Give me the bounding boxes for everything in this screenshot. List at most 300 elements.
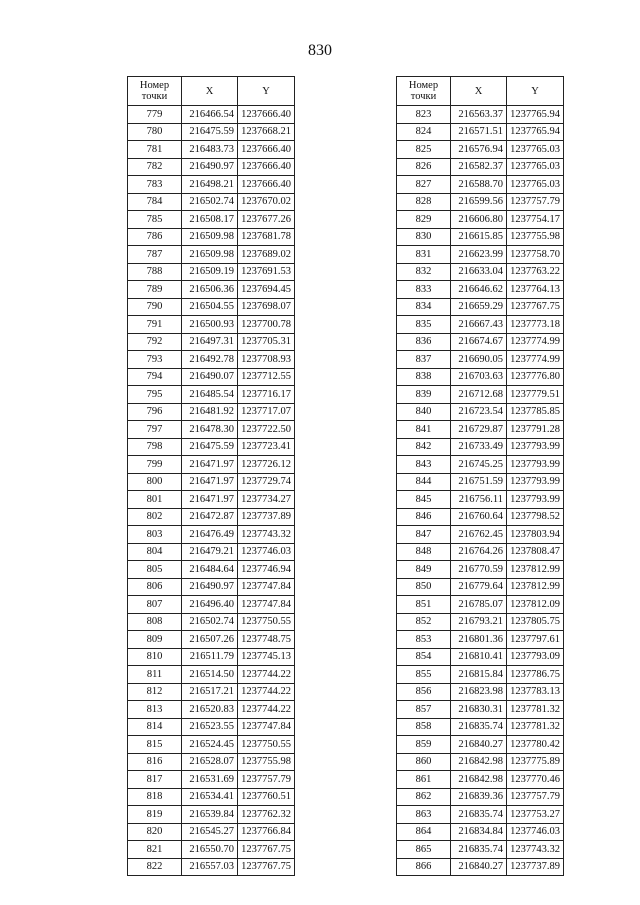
cell-point-number: 833 xyxy=(397,281,451,299)
table-row xyxy=(397,176,564,194)
cell-x: 216557.03 xyxy=(182,858,238,876)
cell-x: 216502.74 xyxy=(182,613,238,631)
cell-y: 1237793.99 xyxy=(507,473,564,491)
table-row xyxy=(397,858,564,876)
cell-x: 216500.93 xyxy=(182,316,238,334)
table-row xyxy=(128,491,295,509)
cell-point-number: 780 xyxy=(128,123,182,141)
cell-y: 1237750.55 xyxy=(238,613,295,631)
table-row xyxy=(128,211,295,229)
cell-x: 216485.54 xyxy=(182,386,238,404)
table-row xyxy=(397,228,564,246)
cell-x: 216606.80 xyxy=(451,211,507,229)
cell-y: 1237747.84 xyxy=(238,596,295,614)
cell-x: 216659.29 xyxy=(451,298,507,316)
table-row xyxy=(397,263,564,281)
table-row xyxy=(128,788,295,806)
table-row xyxy=(397,333,564,351)
cell-point-number: 811 xyxy=(128,666,182,684)
cell-y: 1237812.09 xyxy=(507,596,564,614)
table-row xyxy=(128,158,295,176)
cell-point-number: 822 xyxy=(128,858,182,876)
cell-x: 216840.27 xyxy=(451,858,507,876)
table-row xyxy=(397,718,564,736)
table-row xyxy=(397,806,564,824)
cell-x: 216509.98 xyxy=(182,228,238,246)
table-row xyxy=(128,543,295,561)
cell-y: 1237691.53 xyxy=(238,263,295,281)
cell-y: 1237744.22 xyxy=(238,701,295,719)
cell-y: 1237689.02 xyxy=(238,246,295,264)
cell-x: 216545.27 xyxy=(182,823,238,841)
cell-point-number: 794 xyxy=(128,368,182,386)
table-row xyxy=(128,771,295,789)
cell-x: 216563.37 xyxy=(451,106,507,124)
cell-y: 1237786.75 xyxy=(507,666,564,684)
table-row xyxy=(128,246,295,264)
cell-y: 1237758.70 xyxy=(507,246,564,264)
table-header-row xyxy=(128,77,295,106)
cell-x: 216835.74 xyxy=(451,806,507,824)
table-row xyxy=(128,736,295,754)
cell-point-number: 797 xyxy=(128,421,182,439)
cell-y: 1237765.94 xyxy=(507,123,564,141)
cell-x: 216523.55 xyxy=(182,718,238,736)
cell-y: 1237666.40 xyxy=(238,141,295,159)
cell-y: 1237765.03 xyxy=(507,141,564,159)
cell-x: 216466.54 xyxy=(182,106,238,124)
table-row xyxy=(128,473,295,491)
cell-point-number: 861 xyxy=(397,771,451,789)
cell-x: 216835.74 xyxy=(451,718,507,736)
cell-y: 1237767.75 xyxy=(507,298,564,316)
cell-point-number: 804 xyxy=(128,543,182,561)
cell-x: 216534.41 xyxy=(182,788,238,806)
cell-x: 216506.36 xyxy=(182,281,238,299)
table-row xyxy=(128,823,295,841)
cell-y: 1237737.89 xyxy=(238,508,295,526)
cell-y: 1237755.98 xyxy=(507,228,564,246)
cell-point-number: 819 xyxy=(128,806,182,824)
cell-y: 1237750.55 xyxy=(238,736,295,754)
table-row xyxy=(397,841,564,859)
table-row xyxy=(128,193,295,211)
table-row xyxy=(128,631,295,649)
cell-y: 1237694.45 xyxy=(238,281,295,299)
table-row xyxy=(397,438,564,456)
cell-x: 216498.21 xyxy=(182,176,238,194)
cell-point-number: 842 xyxy=(397,438,451,456)
cell-point-number: 795 xyxy=(128,386,182,404)
cell-y: 1237700.78 xyxy=(238,316,295,334)
table-row xyxy=(128,386,295,404)
cell-y: 1237726.12 xyxy=(238,456,295,474)
cell-point-number: 798 xyxy=(128,438,182,456)
table-row xyxy=(397,298,564,316)
cell-point-number: 799 xyxy=(128,456,182,474)
table-row xyxy=(128,718,295,736)
cell-y: 1237681.78 xyxy=(238,228,295,246)
cell-x: 216674.67 xyxy=(451,333,507,351)
cell-point-number: 790 xyxy=(128,298,182,316)
cell-point-number: 787 xyxy=(128,246,182,264)
table-row xyxy=(397,526,564,544)
header-x: X xyxy=(182,77,238,106)
table-row xyxy=(128,281,295,299)
coordinates-table-right xyxy=(396,76,564,876)
cell-point-number: 809 xyxy=(128,631,182,649)
cell-point-number: 830 xyxy=(397,228,451,246)
cell-x: 216479.21 xyxy=(182,543,238,561)
table-row xyxy=(397,351,564,369)
page-number: 830 xyxy=(308,42,332,59)
cell-x: 216703.63 xyxy=(451,368,507,386)
cell-point-number: 785 xyxy=(128,211,182,229)
table-row xyxy=(397,106,564,124)
table-row xyxy=(128,368,295,386)
cell-y: 1237765.94 xyxy=(507,106,564,124)
cell-y: 1237746.94 xyxy=(238,561,295,579)
table-row xyxy=(128,683,295,701)
cell-x: 216842.98 xyxy=(451,753,507,771)
cell-y: 1237705.31 xyxy=(238,333,295,351)
cell-x: 216483.73 xyxy=(182,141,238,159)
cell-y: 1237698.07 xyxy=(238,298,295,316)
cell-y: 1237791.28 xyxy=(507,421,564,439)
table-row xyxy=(397,683,564,701)
cell-point-number: 864 xyxy=(397,823,451,841)
cell-point-number: 817 xyxy=(128,771,182,789)
cell-x: 216504.55 xyxy=(182,298,238,316)
cell-point-number: 823 xyxy=(397,106,451,124)
cell-y: 1237717.07 xyxy=(238,403,295,421)
cell-y: 1237812.99 xyxy=(507,578,564,596)
cell-x: 216476.49 xyxy=(182,526,238,544)
cell-x: 216490.07 xyxy=(182,368,238,386)
cell-x: 216492.78 xyxy=(182,351,238,369)
cell-y: 1237754.17 xyxy=(507,211,564,229)
cell-x: 216760.64 xyxy=(451,508,507,526)
cell-point-number: 828 xyxy=(397,193,451,211)
cell-x: 216471.97 xyxy=(182,456,238,474)
cell-y: 1237765.03 xyxy=(507,176,564,194)
cell-y: 1237670.02 xyxy=(238,193,295,211)
table-row xyxy=(397,508,564,526)
cell-point-number: 845 xyxy=(397,491,451,509)
cell-y: 1237781.32 xyxy=(507,701,564,719)
cell-point-number: 783 xyxy=(128,176,182,194)
table-row xyxy=(128,421,295,439)
cell-x: 216599.56 xyxy=(451,193,507,211)
cell-x: 216475.59 xyxy=(182,123,238,141)
cell-y: 1237763.22 xyxy=(507,263,564,281)
cell-x: 216815.84 xyxy=(451,666,507,684)
cell-x: 216733.49 xyxy=(451,438,507,456)
cell-point-number: 810 xyxy=(128,648,182,666)
cell-point-number: 788 xyxy=(128,263,182,281)
table-row xyxy=(397,596,564,614)
cell-y: 1237723.41 xyxy=(238,438,295,456)
cell-x: 216471.97 xyxy=(182,491,238,509)
table-row xyxy=(397,141,564,159)
cell-point-number: 784 xyxy=(128,193,182,211)
table-row xyxy=(128,333,295,351)
cell-x: 216840.27 xyxy=(451,736,507,754)
cell-y: 1237797.61 xyxy=(507,631,564,649)
cell-point-number: 815 xyxy=(128,736,182,754)
cell-point-number: 841 xyxy=(397,421,451,439)
cell-y: 1237753.27 xyxy=(507,806,564,824)
cell-y: 1237793.99 xyxy=(507,491,564,509)
table-row xyxy=(128,123,295,141)
table-row xyxy=(397,281,564,299)
table-row xyxy=(397,578,564,596)
cell-point-number: 832 xyxy=(397,263,451,281)
cell-x: 216830.31 xyxy=(451,701,507,719)
table-row xyxy=(397,701,564,719)
cell-point-number: 855 xyxy=(397,666,451,684)
cell-y: 1237785.85 xyxy=(507,403,564,421)
cell-point-number: 796 xyxy=(128,403,182,421)
table-row xyxy=(397,648,564,666)
cell-y: 1237776.80 xyxy=(507,368,564,386)
cell-point-number: 808 xyxy=(128,613,182,631)
cell-y: 1237668.21 xyxy=(238,123,295,141)
cell-x: 216823.98 xyxy=(451,683,507,701)
table-row xyxy=(128,298,295,316)
cell-y: 1237743.32 xyxy=(507,841,564,859)
cell-x: 216514.50 xyxy=(182,666,238,684)
cell-x: 216801.36 xyxy=(451,631,507,649)
cell-y: 1237708.93 xyxy=(238,351,295,369)
cell-point-number: 802 xyxy=(128,508,182,526)
table-row xyxy=(397,421,564,439)
cell-point-number: 792 xyxy=(128,333,182,351)
cell-y: 1237798.52 xyxy=(507,508,564,526)
table-row xyxy=(128,858,295,876)
cell-y: 1237722.50 xyxy=(238,421,295,439)
header-y: Y xyxy=(507,77,564,106)
cell-y: 1237748.75 xyxy=(238,631,295,649)
cell-y: 1237755.98 xyxy=(238,753,295,771)
cell-y: 1237812.99 xyxy=(507,561,564,579)
table-row xyxy=(128,596,295,614)
table-row xyxy=(397,666,564,684)
cell-x: 216472.87 xyxy=(182,508,238,526)
table-row xyxy=(397,771,564,789)
table-row xyxy=(397,473,564,491)
cell-point-number: 840 xyxy=(397,403,451,421)
cell-point-number: 807 xyxy=(128,596,182,614)
cell-y: 1237744.22 xyxy=(238,666,295,684)
cell-x: 216490.97 xyxy=(182,158,238,176)
table-row xyxy=(128,316,295,334)
table-row xyxy=(128,351,295,369)
cell-point-number: 781 xyxy=(128,141,182,159)
cell-y: 1237757.79 xyxy=(507,788,564,806)
cell-point-number: 831 xyxy=(397,246,451,264)
cell-x: 216576.94 xyxy=(451,141,507,159)
cell-y: 1237793.99 xyxy=(507,456,564,474)
cell-point-number: 835 xyxy=(397,316,451,334)
table-row xyxy=(397,158,564,176)
cell-x: 216571.51 xyxy=(451,123,507,141)
table-row xyxy=(397,316,564,334)
cell-y: 1237677.26 xyxy=(238,211,295,229)
cell-x: 216729.87 xyxy=(451,421,507,439)
table-row xyxy=(397,246,564,264)
cell-x: 216471.97 xyxy=(182,473,238,491)
cell-x: 216646.62 xyxy=(451,281,507,299)
table-row xyxy=(397,211,564,229)
cell-y: 1237747.84 xyxy=(238,718,295,736)
cell-y: 1237744.22 xyxy=(238,683,295,701)
cell-point-number: 814 xyxy=(128,718,182,736)
cell-y: 1237773.18 xyxy=(507,316,564,334)
header-x: X xyxy=(451,77,507,106)
cell-point-number: 849 xyxy=(397,561,451,579)
cell-point-number: 818 xyxy=(128,788,182,806)
cell-y: 1237793.99 xyxy=(507,438,564,456)
cell-x: 216770.59 xyxy=(451,561,507,579)
cell-y: 1237767.75 xyxy=(238,858,295,876)
cell-y: 1237766.84 xyxy=(238,823,295,841)
cell-point-number: 793 xyxy=(128,351,182,369)
cell-point-number: 839 xyxy=(397,386,451,404)
cell-x: 216712.68 xyxy=(451,386,507,404)
cell-point-number: 827 xyxy=(397,176,451,194)
header-point-number: Номер точки xyxy=(128,77,182,106)
cell-y: 1237805.75 xyxy=(507,613,564,631)
cell-point-number: 806 xyxy=(128,578,182,596)
cell-point-number: 852 xyxy=(397,613,451,631)
cell-y: 1237757.79 xyxy=(238,771,295,789)
cell-point-number: 846 xyxy=(397,508,451,526)
table-row xyxy=(128,753,295,771)
cell-point-number: 779 xyxy=(128,106,182,124)
cell-point-number: 863 xyxy=(397,806,451,824)
cell-y: 1237808.47 xyxy=(507,543,564,561)
cell-point-number: 791 xyxy=(128,316,182,334)
cell-point-number: 829 xyxy=(397,211,451,229)
table-row xyxy=(397,456,564,474)
table-row xyxy=(128,806,295,824)
cell-y: 1237764.13 xyxy=(507,281,564,299)
cell-y: 1237666.40 xyxy=(238,176,295,194)
table-row xyxy=(397,386,564,404)
table-row xyxy=(397,403,564,421)
cell-y: 1237716.17 xyxy=(238,386,295,404)
table-header-row xyxy=(397,77,564,106)
cell-x: 216785.07 xyxy=(451,596,507,614)
table-row xyxy=(128,106,295,124)
cell-point-number: 865 xyxy=(397,841,451,859)
cell-x: 216509.19 xyxy=(182,263,238,281)
cell-x: 216633.04 xyxy=(451,263,507,281)
cell-point-number: 824 xyxy=(397,123,451,141)
table-row xyxy=(397,613,564,631)
table-row xyxy=(128,701,295,719)
cell-point-number: 850 xyxy=(397,578,451,596)
cell-point-number: 844 xyxy=(397,473,451,491)
cell-y: 1237765.03 xyxy=(507,158,564,176)
cell-x: 216490.97 xyxy=(182,578,238,596)
cell-x: 216497.31 xyxy=(182,333,238,351)
cell-y: 1237747.84 xyxy=(238,578,295,596)
cell-x: 216539.84 xyxy=(182,806,238,824)
cell-point-number: 853 xyxy=(397,631,451,649)
cell-point-number: 836 xyxy=(397,333,451,351)
table-row xyxy=(397,823,564,841)
cell-point-number: 837 xyxy=(397,351,451,369)
cell-y: 1237737.89 xyxy=(507,858,564,876)
cell-point-number: 860 xyxy=(397,753,451,771)
cell-x: 216496.40 xyxy=(182,596,238,614)
cell-x: 216520.83 xyxy=(182,701,238,719)
cell-x: 216764.26 xyxy=(451,543,507,561)
cell-x: 216502.74 xyxy=(182,193,238,211)
table-row xyxy=(128,438,295,456)
cell-y: 1237770.46 xyxy=(507,771,564,789)
cell-x: 216690.05 xyxy=(451,351,507,369)
cell-x: 216793.21 xyxy=(451,613,507,631)
cell-point-number: 866 xyxy=(397,858,451,876)
cell-y: 1237803.94 xyxy=(507,526,564,544)
cell-x: 216475.59 xyxy=(182,438,238,456)
cell-x: 216507.26 xyxy=(182,631,238,649)
cell-y: 1237757.79 xyxy=(507,193,564,211)
cell-y: 1237781.32 xyxy=(507,718,564,736)
table-row xyxy=(397,193,564,211)
cell-y: 1237760.51 xyxy=(238,788,295,806)
cell-x: 216615.85 xyxy=(451,228,507,246)
cell-point-number: 848 xyxy=(397,543,451,561)
cell-y: 1237746.03 xyxy=(238,543,295,561)
cell-x: 216623.99 xyxy=(451,246,507,264)
cell-point-number: 816 xyxy=(128,753,182,771)
cell-y: 1237780.42 xyxy=(507,736,564,754)
table-row xyxy=(397,631,564,649)
table-row xyxy=(128,508,295,526)
header-point-number: Номер точки xyxy=(397,77,451,106)
cell-x: 216751.59 xyxy=(451,473,507,491)
cell-y: 1237745.13 xyxy=(238,648,295,666)
cell-point-number: 825 xyxy=(397,141,451,159)
table-row xyxy=(128,263,295,281)
cell-point-number: 856 xyxy=(397,683,451,701)
cell-point-number: 813 xyxy=(128,701,182,719)
cell-x: 216524.45 xyxy=(182,736,238,754)
cell-point-number: 843 xyxy=(397,456,451,474)
cell-point-number: 782 xyxy=(128,158,182,176)
cell-point-number: 854 xyxy=(397,648,451,666)
cell-y: 1237666.40 xyxy=(238,106,295,124)
cell-x: 216835.74 xyxy=(451,841,507,859)
cell-x: 216588.70 xyxy=(451,176,507,194)
table-row xyxy=(397,561,564,579)
cell-x: 216508.17 xyxy=(182,211,238,229)
cell-point-number: 789 xyxy=(128,281,182,299)
cell-y: 1237762.32 xyxy=(238,806,295,824)
cell-x: 216723.54 xyxy=(451,403,507,421)
table-row xyxy=(397,788,564,806)
cell-x: 216762.45 xyxy=(451,526,507,544)
cell-point-number: 812 xyxy=(128,683,182,701)
table-row xyxy=(128,141,295,159)
cell-x: 216481.92 xyxy=(182,403,238,421)
cell-point-number: 847 xyxy=(397,526,451,544)
cell-y: 1237729.74 xyxy=(238,473,295,491)
